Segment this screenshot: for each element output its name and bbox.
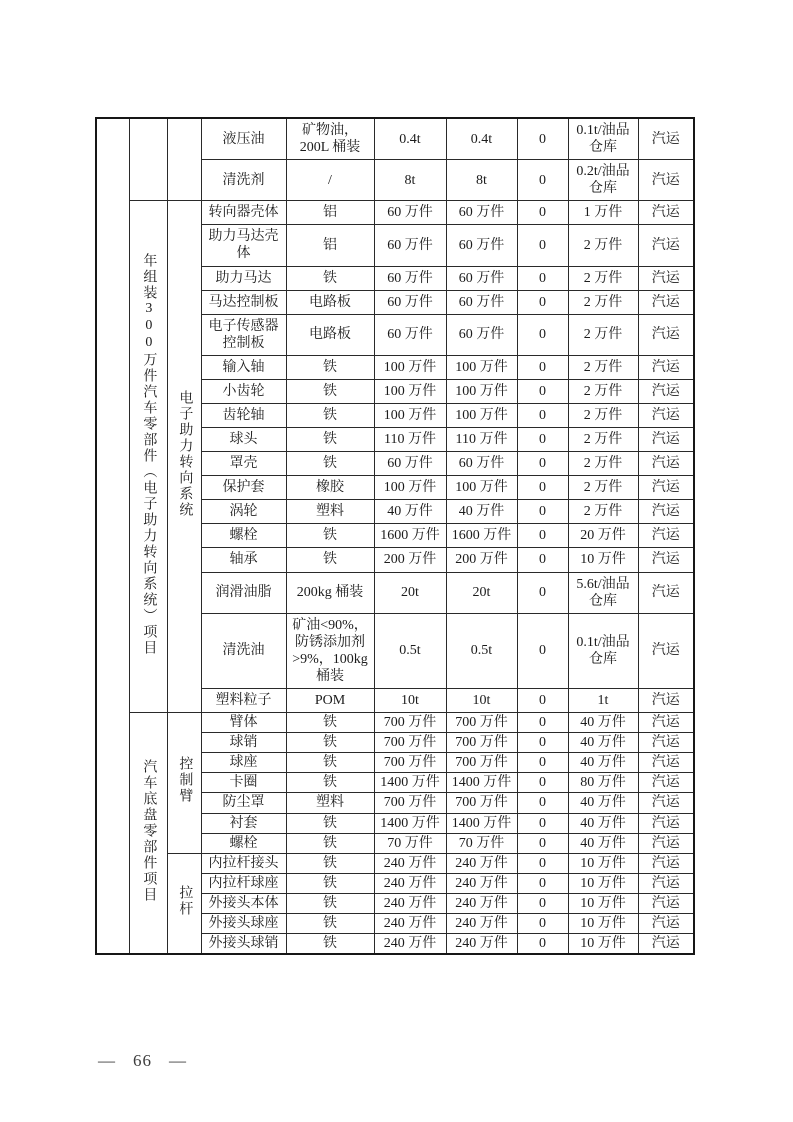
- system-name-text: 控制臂: [177, 756, 193, 805]
- cell-transport-mode: 汽运: [638, 713, 694, 733]
- cell-material-spec: 铁: [286, 452, 374, 476]
- cell-material-spec: 铁: [286, 428, 374, 452]
- cell-annual-amount: 110 万件: [374, 428, 446, 452]
- cell-material-spec: 铁: [286, 773, 374, 793]
- cell-storage-amount: 10 万件: [568, 873, 638, 893]
- cell-transport-mode: 汽运: [638, 225, 694, 266]
- cell-material-name: 球座: [201, 753, 286, 773]
- cell-max-amount: 10t: [446, 689, 517, 713]
- cell-material-spec: 铝: [286, 201, 374, 225]
- system-name-text: 拉杆: [177, 884, 193, 917]
- cell-storage-amount: 10 万件: [568, 893, 638, 913]
- cell-material-spec: 塑料: [286, 793, 374, 813]
- table-row: [96, 713, 694, 733]
- cell-annual-amount: 40 万件: [374, 500, 446, 524]
- cell-transport-mode: 汽运: [638, 160, 694, 201]
- cell-max-amount: 100 万件: [446, 476, 517, 500]
- cell-annual-amount: 200 万件: [374, 548, 446, 572]
- cell-material-name: 内拉杆接头: [201, 853, 286, 873]
- cell-transport-mode: 汽运: [638, 833, 694, 853]
- cell-material-spec: 塑料: [286, 500, 374, 524]
- cell-storage-amount: 40 万件: [568, 833, 638, 853]
- table-row: [96, 201, 694, 225]
- cell-zero-amount: 0: [517, 201, 568, 225]
- cell-annual-amount: 240 万件: [374, 873, 446, 893]
- cell-transport-mode: 汽运: [638, 853, 694, 873]
- cell-storage-amount: 0.1t/油品仓库: [568, 118, 638, 160]
- cell-zero-amount: 0: [517, 160, 568, 201]
- cell-transport-mode: 汽运: [638, 290, 694, 314]
- cell-material-name: 外接头本体: [201, 893, 286, 913]
- table-row: [96, 853, 694, 873]
- project-name-cell-chassis: [129, 713, 167, 954]
- cell-annual-amount: 1400 万件: [374, 773, 446, 793]
- cell-material-name: 防尘罩: [201, 793, 286, 813]
- project-name-cell-eps: [129, 201, 167, 713]
- cell-material-name: 清洗油: [201, 613, 286, 688]
- cell-transport-mode: 汽运: [638, 314, 694, 355]
- cell-material-spec: 矿物油，200L 桶装: [286, 118, 374, 160]
- cell-transport-mode: 汽运: [638, 428, 694, 452]
- cell-storage-amount: 1 万件: [568, 201, 638, 225]
- cell-annual-amount: 100 万件: [374, 476, 446, 500]
- cell-material-name: 臂体: [201, 713, 286, 733]
- cell-max-amount: 240 万件: [446, 853, 517, 873]
- cell-zero-amount: 0: [517, 225, 568, 266]
- cell-material-name: 保护套: [201, 476, 286, 500]
- cell-max-amount: 240 万件: [446, 893, 517, 913]
- cell-transport-mode: 汽运: [638, 773, 694, 793]
- cell-material-name: 助力马达壳体: [201, 225, 286, 266]
- cell-annual-amount: 700 万件: [374, 713, 446, 733]
- cell-storage-amount: 40 万件: [568, 753, 638, 773]
- cell-max-amount: 0.5t: [446, 613, 517, 688]
- cell-zero-amount: 0: [517, 893, 568, 913]
- cell-material-name: 润滑油脂: [201, 572, 286, 613]
- cell-transport-mode: 汽运: [638, 266, 694, 290]
- cell-storage-amount: 10 万件: [568, 933, 638, 954]
- cell-material-spec: POM: [286, 689, 374, 713]
- cell-zero-amount: 0: [517, 452, 568, 476]
- cell-material-spec: 铁: [286, 548, 374, 572]
- cell-material-spec: 铁: [286, 913, 374, 933]
- page-footer: [98, 1051, 187, 1071]
- cell-material-name: 涡轮: [201, 500, 286, 524]
- cell-material-spec: 铁: [286, 379, 374, 403]
- materials-table: [95, 117, 695, 955]
- cell-zero-amount: 0: [517, 773, 568, 793]
- cell-zero-amount: 0: [517, 873, 568, 893]
- cell-material-spec: 矿油<90%，防锈添加剂>9%，100kg 桶装: [286, 613, 374, 688]
- cell-annual-amount: 240 万件: [374, 913, 446, 933]
- cell-material-spec: 200kg 桶装: [286, 572, 374, 613]
- cell-zero-amount: 0: [517, 613, 568, 688]
- cell-transport-mode: 汽运: [638, 548, 694, 572]
- cell-max-amount: 60 万件: [446, 266, 517, 290]
- cell-material-spec: 橡胶: [286, 476, 374, 500]
- cell-annual-amount: 700 万件: [374, 733, 446, 753]
- cell-material-spec: 铁: [286, 753, 374, 773]
- cell-max-amount: 8t: [446, 160, 517, 201]
- cell-storage-amount: 20 万件: [568, 524, 638, 548]
- cell-material-name: 外接头球座: [201, 913, 286, 933]
- cell-zero-amount: 0: [517, 933, 568, 954]
- cell-zero-amount: 0: [517, 833, 568, 853]
- cell-transport-mode: 汽运: [638, 913, 694, 933]
- cell-annual-amount: 60 万件: [374, 201, 446, 225]
- cell-annual-amount: 0.4t: [374, 118, 446, 160]
- cell-material-name: 卡圈: [201, 773, 286, 793]
- cell-max-amount: 60 万件: [446, 290, 517, 314]
- cell-max-amount: 0.4t: [446, 118, 517, 160]
- cell-material-name: 小齿轮: [201, 379, 286, 403]
- cell-zero-amount: 0: [517, 733, 568, 753]
- cell-material-spec: 铁: [286, 833, 374, 853]
- cell-transport-mode: 汽运: [638, 500, 694, 524]
- cell-annual-amount: 70 万件: [374, 833, 446, 853]
- cell-max-amount: 1600 万件: [446, 524, 517, 548]
- cell-zero-amount: 0: [517, 355, 568, 379]
- cell-annual-amount: 0.5t: [374, 613, 446, 688]
- cell-max-amount: 700 万件: [446, 793, 517, 813]
- cell-storage-amount: 10 万件: [568, 548, 638, 572]
- cell-transport-mode: 汽运: [638, 379, 694, 403]
- cell-storage-amount: 2 万件: [568, 379, 638, 403]
- cell-storage-amount: 1t: [568, 689, 638, 713]
- system-name-cell-eps: [167, 201, 201, 713]
- cell-material-spec: 铁: [286, 404, 374, 428]
- cell-material-name: 螺栓: [201, 524, 286, 548]
- cell-transport-mode: 汽运: [638, 793, 694, 813]
- cell-material-name: 转向器壳体: [201, 201, 286, 225]
- cell-zero-amount: 0: [517, 266, 568, 290]
- cell-storage-amount: 40 万件: [568, 733, 638, 753]
- cell-transport-mode: 汽运: [638, 572, 694, 613]
- cell-storage-amount: 2 万件: [568, 225, 638, 266]
- cell-material-name: 塑料粒子: [201, 689, 286, 713]
- cell-zero-amount: 0: [517, 548, 568, 572]
- cell-material-spec: 铁: [286, 266, 374, 290]
- cell-zero-amount: 0: [517, 524, 568, 548]
- system-name-cell-prev: [167, 118, 201, 201]
- cell-max-amount: 200 万件: [446, 548, 517, 572]
- cell-material-spec: 电路板: [286, 314, 374, 355]
- cell-transport-mode: 汽运: [638, 689, 694, 713]
- cell-transport-mode: 汽运: [638, 933, 694, 954]
- cell-storage-amount: 2 万件: [568, 290, 638, 314]
- cell-storage-amount: 2 万件: [568, 314, 638, 355]
- cell-annual-amount: 60 万件: [374, 452, 446, 476]
- project-name-text: 年组装300万件汽车零部件（电子助力转向系统）项目: [141, 252, 157, 656]
- cell-transport-mode: 汽运: [638, 524, 694, 548]
- cell-zero-amount: 0: [517, 572, 568, 613]
- cell-material-spec: 电路板: [286, 290, 374, 314]
- cell-zero-amount: 0: [517, 853, 568, 873]
- cell-material-name: 衬套: [201, 813, 286, 833]
- cell-material-name: 轴承: [201, 548, 286, 572]
- cell-material-spec: 铁: [286, 853, 374, 873]
- cell-material-spec: 铁: [286, 813, 374, 833]
- cell-material-spec: 铁: [286, 873, 374, 893]
- cell-storage-amount: 10 万件: [568, 853, 638, 873]
- cell-storage-amount: 2 万件: [568, 355, 638, 379]
- cell-max-amount: 20t: [446, 572, 517, 613]
- cell-transport-mode: 汽运: [638, 873, 694, 893]
- cell-material-spec: 铁: [286, 893, 374, 913]
- cell-annual-amount: 240 万件: [374, 893, 446, 913]
- cell-storage-amount: 5.6t/油品仓库: [568, 572, 638, 613]
- cell-material-name: 齿轮轴: [201, 404, 286, 428]
- cell-max-amount: 60 万件: [446, 201, 517, 225]
- cell-transport-mode: 汽运: [638, 813, 694, 833]
- cell-max-amount: 40 万件: [446, 500, 517, 524]
- cell-storage-amount: 40 万件: [568, 793, 638, 813]
- cell-annual-amount: 1600 万件: [374, 524, 446, 548]
- cell-material-name: 输入轴: [201, 355, 286, 379]
- cell-material-name: 球头: [201, 428, 286, 452]
- footer-dash-right: —: [169, 1051, 187, 1070]
- cell-zero-amount: 0: [517, 689, 568, 713]
- cell-material-name: 马达控制板: [201, 290, 286, 314]
- cell-transport-mode: 汽运: [638, 355, 694, 379]
- cell-zero-amount: 0: [517, 713, 568, 733]
- page-number: 66: [133, 1051, 152, 1070]
- cell-annual-amount: 240 万件: [374, 933, 446, 954]
- cell-annual-amount: 1400 万件: [374, 813, 446, 833]
- cell-transport-mode: 汽运: [638, 201, 694, 225]
- cell-transport-mode: 汽运: [638, 613, 694, 688]
- cell-max-amount: 240 万件: [446, 913, 517, 933]
- cell-transport-mode: 汽运: [638, 753, 694, 773]
- cell-max-amount: 60 万件: [446, 314, 517, 355]
- cell-annual-amount: 100 万件: [374, 379, 446, 403]
- cell-zero-amount: 0: [517, 290, 568, 314]
- project-name-text: 汽车底盘零部件项目: [141, 758, 157, 903]
- cell-max-amount: 60 万件: [446, 452, 517, 476]
- cell-max-amount: 700 万件: [446, 733, 517, 753]
- cell-material-name: 外接头球销: [201, 933, 286, 954]
- cell-annual-amount: 60 万件: [374, 266, 446, 290]
- cell-storage-amount: 0.2t/油品仓库: [568, 160, 638, 201]
- cell-zero-amount: 0: [517, 793, 568, 813]
- cell-max-amount: 1400 万件: [446, 773, 517, 793]
- cell-material-name: 罩壳: [201, 452, 286, 476]
- cell-max-amount: 100 万件: [446, 355, 517, 379]
- cell-storage-amount: 2 万件: [568, 428, 638, 452]
- cell-material-spec: 铁: [286, 524, 374, 548]
- cell-storage-amount: 10 万件: [568, 913, 638, 933]
- cell-zero-amount: 0: [517, 379, 568, 403]
- footer-dash-left: —: [98, 1051, 116, 1070]
- cell-max-amount: 70 万件: [446, 833, 517, 853]
- cell-material-name: 清洗剂: [201, 160, 286, 201]
- system-name-text: 电子助力转向系统: [177, 390, 193, 519]
- cell-annual-amount: 100 万件: [374, 404, 446, 428]
- cell-storage-amount: 80 万件: [568, 773, 638, 793]
- cell-annual-amount: 700 万件: [374, 793, 446, 813]
- cell-annual-amount: 10t: [374, 689, 446, 713]
- cell-material-name: 液压油: [201, 118, 286, 160]
- cell-max-amount: 100 万件: [446, 379, 517, 403]
- cell-max-amount: 700 万件: [446, 713, 517, 733]
- cell-zero-amount: 0: [517, 404, 568, 428]
- cell-zero-amount: 0: [517, 118, 568, 160]
- table-row: [96, 118, 694, 160]
- cell-annual-amount: 700 万件: [374, 753, 446, 773]
- project-name-cell-prev: [129, 118, 167, 201]
- cell-transport-mode: 汽运: [638, 404, 694, 428]
- cell-max-amount: 240 万件: [446, 873, 517, 893]
- cell-annual-amount: 240 万件: [374, 853, 446, 873]
- cell-transport-mode: 汽运: [638, 452, 694, 476]
- cell-max-amount: 1400 万件: [446, 813, 517, 833]
- cell-material-spec: 铝: [286, 225, 374, 266]
- cell-material-spec: /: [286, 160, 374, 201]
- cell-storage-amount: 2 万件: [568, 404, 638, 428]
- cell-zero-amount: 0: [517, 913, 568, 933]
- cell-transport-mode: 汽运: [638, 893, 694, 913]
- cell-max-amount: 240 万件: [446, 933, 517, 954]
- cell-storage-amount: 40 万件: [568, 713, 638, 733]
- cell-storage-amount: 40 万件: [568, 813, 638, 833]
- cell-material-spec: 铁: [286, 713, 374, 733]
- cell-zero-amount: 0: [517, 753, 568, 773]
- cell-storage-amount: 2 万件: [568, 476, 638, 500]
- cell-zero-amount: 0: [517, 813, 568, 833]
- cell-zero-amount: 0: [517, 314, 568, 355]
- cell-annual-amount: 60 万件: [374, 225, 446, 266]
- cell-material-spec: 铁: [286, 933, 374, 954]
- outer-span-cell: [96, 118, 129, 954]
- cell-zero-amount: 0: [517, 428, 568, 452]
- cell-max-amount: 700 万件: [446, 753, 517, 773]
- cell-annual-amount: 8t: [374, 160, 446, 201]
- cell-storage-amount: 2 万件: [568, 452, 638, 476]
- cell-zero-amount: 0: [517, 500, 568, 524]
- cell-material-name: 球销: [201, 733, 286, 753]
- cell-annual-amount: 60 万件: [374, 314, 446, 355]
- cell-max-amount: 100 万件: [446, 404, 517, 428]
- cell-material-name: 内拉杆球座: [201, 873, 286, 893]
- cell-max-amount: 60 万件: [446, 225, 517, 266]
- cell-storage-amount: 0.1t/油品仓库: [568, 613, 638, 688]
- cell-transport-mode: 汽运: [638, 118, 694, 160]
- cell-annual-amount: 20t: [374, 572, 446, 613]
- system-name-cell-control-arm: [167, 713, 201, 854]
- cell-material-spec: 铁: [286, 733, 374, 753]
- cell-annual-amount: 60 万件: [374, 290, 446, 314]
- cell-transport-mode: 汽运: [638, 476, 694, 500]
- cell-material-name: 助力马达: [201, 266, 286, 290]
- cell-max-amount: 110 万件: [446, 428, 517, 452]
- cell-storage-amount: 2 万件: [568, 500, 638, 524]
- cell-storage-amount: 2 万件: [568, 266, 638, 290]
- system-name-cell-tie-rod: [167, 853, 201, 954]
- cell-zero-amount: 0: [517, 476, 568, 500]
- cell-material-name: 电子传感器控制板: [201, 314, 286, 355]
- cell-annual-amount: 100 万件: [374, 355, 446, 379]
- cell-transport-mode: 汽运: [638, 733, 694, 753]
- cell-material-name: 螺栓: [201, 833, 286, 853]
- cell-material-spec: 铁: [286, 355, 374, 379]
